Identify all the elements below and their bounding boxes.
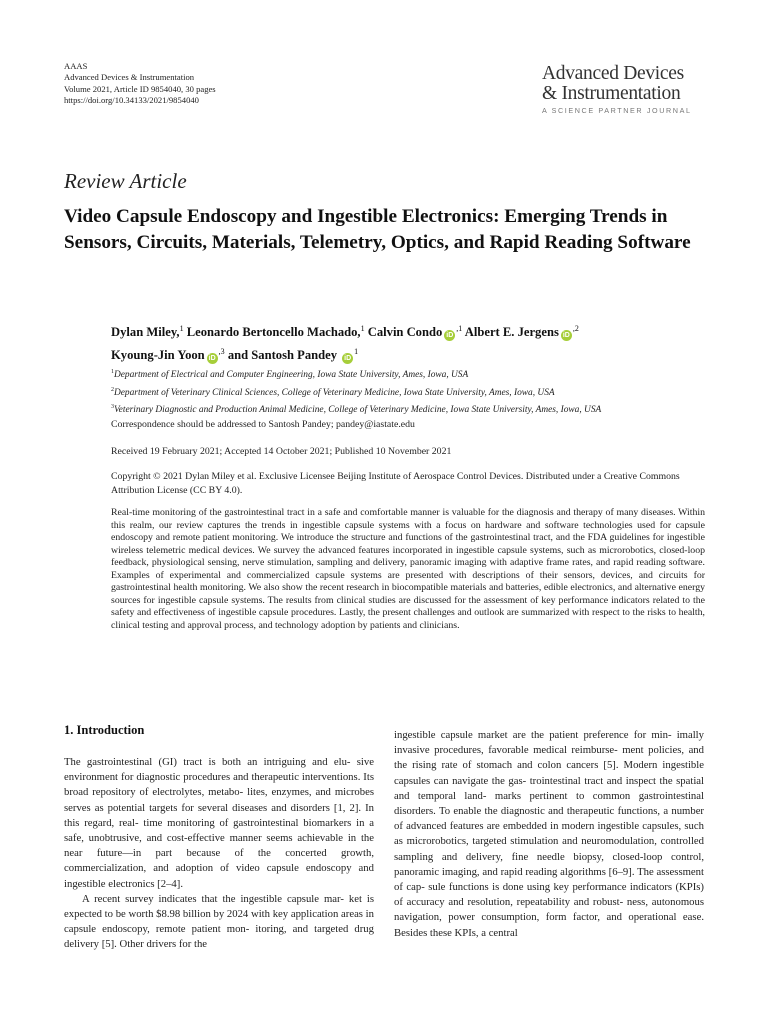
article-meta (64, 61, 216, 106)
correspondence: Correspondence should be addressed to Santosh Pandey; pandey@iastate.edu (111, 419, 415, 430)
author-list (111, 319, 711, 365)
volume-line: Volume 2021, Article ID 9854040, 30 pages (64, 83, 216, 94)
author-affil-sup: ,2 (572, 324, 579, 333)
journal-name-line1: Advanced Devices (542, 63, 684, 84)
author-name[interactable]: Leonardo Bertoncello Machado, (186, 325, 361, 340)
author-name[interactable]: Dylan Miley, (111, 325, 180, 340)
affiliation-item: $^3$Veterinary Diagnostic and Production Animal Medicine, College of Veterinary Medicine, Iowa State University, Ames, Iowa, USA (111, 404, 602, 416)
paragraph: The gastrointestinal (GI) tract is both an intriguing and elu- sive environment for diagnostic procedures and therapeutic interventions. Its broad repository of electrolytes, metabo- lites, enzymes, and microbes serves as potential targets for several diseases and disorders [1, 2]. In this regard, real- time monitoring of gastrointestinal biomarkers in a safe, unobtrusive, and cost-effective manner seems achievable in the near future—in part because of the concerted growth, commercialization, and adoption of video capsule endoscopy and ingestible electronics [2–4]. (64, 756, 374, 890)
paragraph: ingestible capsule market are the patient preference for min- imally invasive procedures, favorable medical reimburse- ment policies, and the rising rate of stomach and colon cancers [5]. Modern ingestible capsules can navigate the gas- trointestinal tract and inspect the spatial and temporal land- marks pertinent to common gastrointestinal disorders. To enable the diagnostic and therapeutic functions, a number of advanced features are embedded in modern ingestible capsules, such as microrobotics, targeted stimulation and neuromodulation, controlled sampling and delivery, fine needle biopsy, closed-loop control, panoramic imaging, and rapid reading algorithms [6–9]. The assessment of cap- sule functions is done using key performance indicators (KPIs) of accuracy and resolution, repeatability and robust- ness, autonomous navigation, power consumption, form factor, and operational ease. Besides these KPIs, a central (394, 729, 704, 939)
author-affil-sup: 1 (360, 324, 365, 333)
journal-line: Advanced Devices & Instrumentation (64, 72, 195, 83)
author-name[interactable]: and Santosh Pandey (227, 348, 338, 363)
copyright-notice: Copyright © 2021 Dylan Miley et al. Exclusive Licensee Beijing Institute of Aerospace Control Devices. Distributed under a Creative Commons Attribution License (CC BY 4.0). (111, 471, 680, 496)
author-affil-sup: ,3 (218, 347, 225, 357)
journal-logo (542, 64, 704, 115)
orcid-icon[interactable]: iD (344, 355, 352, 363)
author-name[interactable]: Calvin Condo (367, 325, 443, 340)
journal-name-line2: & Instrumentation (542, 83, 681, 104)
doi-link[interactable]: https://doi.org/10.34133/2021/9854040 (64, 94, 199, 105)
author-affil-sup: 1 (179, 324, 184, 333)
affiliation-item: $^1$Department of Electrical and Computer Engineering, Iowa State University, Ames, Iowa, USA (111, 369, 469, 381)
affiliation-item: $^2$Department of Veterinary Clinical Sciences, College of Veterinary Medicine, Iowa State University, Ames, Iowa, USA (111, 386, 555, 398)
orcid-icon[interactable]: iD (446, 332, 454, 340)
affiliations (111, 365, 721, 418)
article-type: Review Article (64, 169, 187, 193)
journal-subtitle: A SCIENCE PARTNER JOURNAL (542, 106, 692, 115)
author-affil-sup: ,1 (456, 324, 463, 333)
article-title: Video Capsule Endoscopy and Ingestible Electronics: Emerging Trends in Sensors, Circuits, Materials, Telemetry, Optics, and Rapid Reading Software (64, 206, 691, 253)
author-affil-sup: 1 (354, 347, 359, 357)
orcid-icon[interactable]: iD (562, 332, 570, 340)
author-name[interactable]: Albert E. Jergens (464, 325, 559, 340)
paragraph: A recent survey indicates that the ingestible capsule mar- ket is expected to be worth $8.98 billion by 2024 with key application areas in capsule endoscopy, remote patient mon- itoring, and targeted drug delivery [5]. Other drivers for the (64, 892, 374, 951)
body-column-left (64, 755, 374, 953)
author-name[interactable]: Kyoung-Jin Yoon (111, 348, 205, 363)
abstract: Real-time monitoring of the gastrointestinal tract in a safe and comfortable manner is valuable for the diagnosis and therapy of many diseases. Within this realm, our review captures the trends in ingestible capsule systems with a focus on hardware and software technologies used for capsule endoscopy and remote patient monitoring. We introduce the structure and functions of the gastrointestinal tract, and the FDA guidelines for ingestible wireless telemetric medical devices. We survey the advanced features incorporated in ingestible capsule systems, such as microrobotics, closed-loop feedback, physiological sensing, nerve stimulation, sampling and delivery, panoramic imaging with adaptive frame rates, and rapid reading software. Examples of experimental and commercialized capsule systems are presented with descriptions of their sensors, devices, and circuits for gastrointestinal health monitoring. We also show the recent research in biocompatible materials and batteries, edible electronics, and alternative energy sources for ingestible capsule systems. The results from clinical studies are discussed for the assessment of key performance indicators related to the safety and effectiveness of ingestible capsule procedures. Lastly, the present challenges and outlook are summarized with respect to the risks to health, clinical testing and approval process, and technology adoption by patients and clinicians. (111, 507, 705, 631)
article-dates: Received 19 February 2021; Accepted 14 October 2021; Published 10 November 2021 (111, 446, 452, 457)
section-heading: 1. Introduction (64, 723, 145, 737)
orcid-icon[interactable]: iD (208, 355, 216, 363)
publisher-name: AAAS (64, 61, 88, 71)
body-column-right (394, 728, 704, 941)
